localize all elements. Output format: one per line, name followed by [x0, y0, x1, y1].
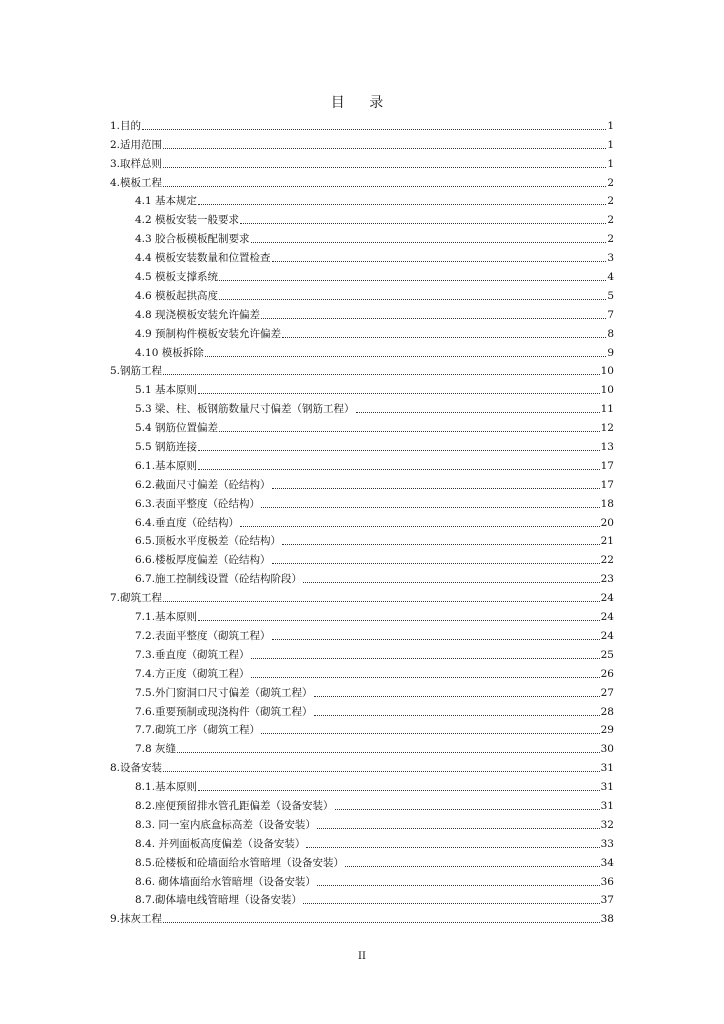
toc-entry-page: 8 — [607, 327, 614, 340]
dot-leader — [198, 469, 600, 470]
dot-leader — [205, 356, 607, 357]
toc-entry[interactable] — [110, 700, 614, 719]
toc-entry-page: 11 — [600, 403, 614, 416]
toc-entry-label: 6.7.施工控制线设置（砼结构阶段） — [135, 573, 303, 586]
toc-entry[interactable] — [110, 681, 614, 700]
toc-entry[interactable] — [110, 397, 614, 416]
toc-entry[interactable] — [110, 662, 614, 681]
dot-leader — [219, 299, 606, 300]
toc-entry[interactable] — [110, 719, 614, 738]
toc-entry[interactable] — [110, 643, 614, 662]
dot-leader — [303, 903, 600, 904]
dot-leader — [306, 847, 599, 848]
toc-entry-label: 4.1 基本规定 — [135, 195, 198, 208]
dot-leader — [177, 752, 600, 753]
toc-entry[interactable] — [110, 208, 614, 227]
toc-entry-label: 7.4.方正度（砌筑工程） — [135, 667, 250, 680]
dot-leader — [240, 223, 606, 224]
toc-entry-label: 4.9 预制构件模板安装允许偏差 — [135, 327, 282, 340]
toc-entry-page: 1 — [607, 157, 614, 170]
toc-entry[interactable] — [110, 889, 614, 908]
toc-entry-page: 38 — [600, 913, 614, 926]
dot-leader — [272, 563, 600, 564]
toc-entry-page: 31 — [600, 781, 614, 794]
dot-leader — [163, 601, 600, 602]
toc-entry-page: 26 — [600, 667, 614, 680]
dot-leader — [198, 204, 606, 205]
toc-entry-label: 8.7.砌体墙电线管暗埋（设备安装） — [135, 894, 303, 907]
toc-entry-label: 6.4.垂直度（砼结构） — [135, 516, 240, 529]
toc-entry-page: 30 — [600, 743, 614, 756]
toc-entry-page: 9 — [607, 346, 614, 359]
dot-leader — [303, 582, 600, 583]
dot-leader — [198, 790, 600, 791]
toc-entry-label: 8.6. 砌体墙面给水管暗埋（设备安装） — [135, 875, 316, 888]
toc-entry-page: 27 — [600, 686, 614, 699]
toc-entry[interactable] — [110, 794, 614, 813]
toc-entry[interactable] — [110, 190, 614, 209]
dot-leader — [251, 658, 600, 659]
toc-entry[interactable] — [110, 756, 614, 775]
toc-entry-page: 36 — [600, 875, 614, 888]
toc-entry-label: 5.钢筋工程 — [110, 365, 163, 378]
toc-entry-label: 7.6.重要预制或现浇构件（砌筑工程） — [135, 705, 313, 718]
toc-entry-page: 21 — [600, 535, 614, 548]
toc-entry[interactable] — [110, 378, 614, 397]
toc-entry-page: 31 — [600, 762, 614, 775]
toc-entry-label: 6.1.基本原则 — [135, 459, 198, 472]
toc-entry-page: 2 — [607, 195, 614, 208]
toc-entry-label: 4.5 模板支撑系统 — [135, 271, 219, 284]
toc-entry-label: 1.目的 — [110, 119, 142, 132]
toc-entry[interactable] — [110, 341, 614, 360]
toc-entry[interactable] — [110, 133, 614, 152]
toc-entry-label: 7.5.外门窗洞口尺寸偏差（砌筑工程） — [135, 686, 313, 699]
toc-entry-label: 8.4. 并列面板高度偏差（设备安装） — [135, 837, 306, 850]
toc-entry-label: 7.7.砌筑工序（砌筑工程） — [135, 724, 261, 737]
dot-leader — [282, 337, 606, 338]
toc-entry-page: 24 — [600, 611, 614, 624]
toc-entry-label: 7.2.表面平整度（砌筑工程） — [135, 629, 271, 642]
toc-entry[interactable] — [110, 360, 614, 379]
toc-entry-label: 7.8 灰缝 — [135, 743, 177, 756]
toc-entry[interactable] — [110, 511, 614, 530]
dot-leader — [314, 696, 600, 697]
toc-entry[interactable] — [110, 851, 614, 870]
toc-entry[interactable] — [110, 416, 614, 435]
toc-entry-page: 3 — [607, 252, 614, 265]
toc-entry-page: 18 — [600, 497, 614, 510]
dot-leader — [163, 186, 606, 187]
toc-entry-page: 10 — [600, 384, 614, 397]
dot-leader — [314, 715, 600, 716]
toc-entry-page: 23 — [600, 573, 614, 586]
toc-entry[interactable] — [110, 435, 614, 454]
dot-leader — [272, 488, 600, 489]
toc-entry[interactable] — [110, 171, 614, 190]
toc-entry-page: 29 — [600, 724, 614, 737]
dot-leader — [219, 280, 606, 281]
dot-leader — [142, 129, 606, 130]
toc-entry[interactable] — [110, 530, 614, 549]
toc-entry-page: 2 — [607, 214, 614, 227]
dot-leader — [198, 393, 600, 394]
dot-leader — [317, 828, 600, 829]
toc-entry-label: 2.适用范围 — [110, 138, 163, 151]
toc-entry-label: 4.8 现浇模板安装允许偏差 — [135, 308, 261, 321]
toc-entry-label: 4.模板工程 — [110, 176, 163, 189]
toc-entry-label: 8.2.座便预留排水管孔距偏差（设备安装） — [135, 799, 334, 812]
toc-entry[interactable] — [110, 152, 614, 171]
toc-entry[interactable] — [110, 775, 614, 794]
toc-entry-page: 1 — [607, 138, 614, 151]
toc-entry-page: 24 — [600, 592, 614, 605]
toc-entry[interactable] — [110, 586, 614, 605]
toc-entry-page: 13 — [600, 441, 614, 454]
toc-entry-label: 5.3 梁、柱、板钢筋数量尺寸偏差（钢筋工程） — [135, 403, 355, 416]
toc-entry-label: 8.5.砼楼板和砼墙面给水管暗埋（设备安装） — [135, 856, 345, 869]
toc-entry-label: 8.设备安装 — [110, 762, 163, 775]
toc-entry[interactable] — [110, 813, 614, 832]
toc-entry[interactable] — [110, 492, 614, 511]
toc-entry[interactable] — [110, 454, 614, 473]
dot-leader — [261, 733, 600, 734]
toc-entry[interactable] — [110, 322, 614, 341]
toc-entry-label: 7.砌筑工程 — [110, 592, 163, 605]
toc-entry-page: 24 — [600, 629, 614, 642]
toc-entry-label: 7.1.基本原则 — [135, 611, 198, 624]
toc-entry[interactable] — [110, 227, 614, 246]
dot-leader — [240, 526, 600, 527]
toc-entry-page: 20 — [600, 516, 614, 529]
dot-leader — [198, 450, 600, 451]
dot-leader — [317, 885, 600, 886]
toc-entry[interactable] — [110, 473, 614, 492]
toc-entry-label: 5.1 基本原则 — [135, 384, 198, 397]
dot-leader — [198, 620, 600, 621]
toc-entry-label: 4.10 模板拆除 — [135, 346, 204, 359]
toc-entry-label: 3.取样总则 — [110, 157, 163, 170]
toc-entry-page: 32 — [600, 818, 614, 831]
dot-leader — [251, 242, 607, 243]
toc-entry[interactable] — [110, 624, 614, 643]
toc-title: 目 录 — [330, 95, 394, 111]
dot-leader — [272, 261, 607, 262]
dot-leader — [335, 809, 600, 810]
toc-entry-label: 5.5 钢筋连接 — [135, 441, 198, 454]
toc-entry-label: 8.3. 同一室内底盒标高差（设备安装） — [135, 818, 316, 831]
toc-entry-page: 2 — [607, 176, 614, 189]
toc-entry-label: 9.抹灰工程 — [110, 913, 163, 926]
toc-entry[interactable] — [110, 265, 614, 284]
toc-entry-page: 25 — [600, 648, 614, 661]
toc-entry-page: 33 — [600, 837, 614, 850]
toc-entry-label: 4.6 模板起拱高度 — [135, 289, 219, 302]
toc-entry-page: 4 — [607, 271, 614, 284]
toc-entry-label: 5.4 钢筋位置偏差 — [135, 422, 219, 435]
toc-entry-page: 12 — [600, 422, 614, 435]
page-number: II — [358, 951, 366, 962]
dot-leader — [251, 677, 600, 678]
toc-entry-label: 6.5.顶板水平度极差（砼结构） — [135, 535, 282, 548]
dot-leader — [219, 431, 600, 432]
toc-entry[interactable] — [110, 870, 614, 889]
toc-entry-label: 6.2.截面尺寸偏差（砼结构） — [135, 478, 271, 491]
toc-entry[interactable] — [110, 303, 614, 322]
toc-entry-page: 17 — [600, 478, 614, 491]
toc-entry[interactable] — [110, 907, 614, 926]
toc-entry[interactable] — [110, 114, 614, 133]
toc-entry-page: 34 — [600, 856, 614, 869]
toc-entry-page: 37 — [600, 894, 614, 907]
toc-entry[interactable] — [110, 548, 614, 567]
toc-entry-label: 4.3 胶合板模板配制要求 — [135, 233, 250, 246]
toc-entry[interactable] — [110, 737, 614, 756]
dot-leader — [261, 318, 606, 319]
toc-entry-page: 28 — [600, 705, 614, 718]
toc-entry-label: 8.1.基本原则 — [135, 781, 198, 794]
toc-entry[interactable] — [110, 567, 614, 586]
toc-entry-page: 22 — [600, 554, 614, 567]
dot-leader — [163, 167, 606, 168]
toc-entry-label: 4.2 模板安装一般要求 — [135, 214, 240, 227]
toc-entry[interactable] — [110, 605, 614, 624]
dot-leader — [163, 922, 600, 923]
toc-entry-label: 6.6.楼板厚度偏差（砼结构） — [135, 554, 271, 567]
dot-leader — [272, 639, 600, 640]
dot-leader — [282, 544, 600, 545]
dot-leader — [356, 412, 600, 413]
dot-leader — [345, 866, 600, 867]
toc-entry-page: 10 — [600, 365, 614, 378]
toc-entry-label: 6.3.表面平整度（砼结构） — [135, 497, 261, 510]
dot-leader — [163, 374, 600, 375]
toc-entry-label: 4.4 模板安装数量和位置检查 — [135, 252, 271, 265]
dot-leader — [163, 148, 606, 149]
toc-entry-label: 7.3.垂直度（砌筑工程） — [135, 648, 250, 661]
toc-entry[interactable] — [110, 284, 614, 303]
toc-entry-page: 7 — [607, 308, 614, 321]
table-of-contents — [110, 114, 614, 926]
toc-entry[interactable] — [110, 832, 614, 851]
toc-entry-page: 17 — [600, 459, 614, 472]
toc-entry[interactable] — [110, 246, 614, 265]
toc-entry-page: 1 — [607, 119, 614, 132]
toc-entry-page: 2 — [607, 233, 614, 246]
dot-leader — [261, 507, 600, 508]
toc-entry-page: 31 — [600, 799, 614, 812]
dot-leader — [163, 771, 600, 772]
toc-entry-page: 5 — [607, 289, 614, 302]
